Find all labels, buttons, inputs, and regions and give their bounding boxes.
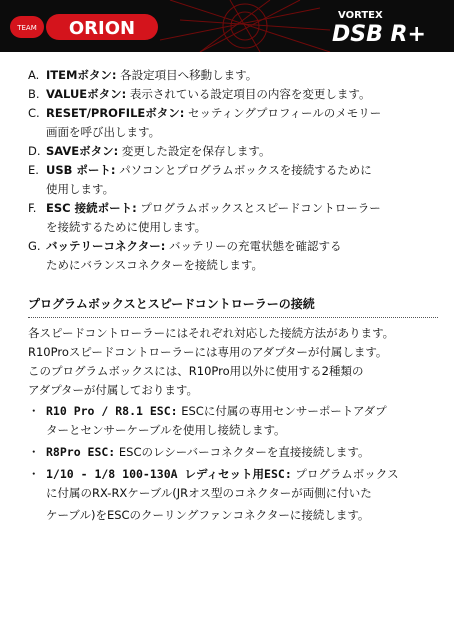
item-text: 表示されている設定項目の内容を変更します。 — [126, 87, 371, 101]
bullet-text: プログラムボックス — [291, 467, 399, 481]
bullet-item — [28, 506, 438, 525]
item-continuation: 画面を呼び出します。 — [46, 125, 161, 139]
section-title: プログラムボックスとスピードコントローラーの接続 — [28, 295, 438, 318]
brand-vortex: VORTEX — [338, 10, 383, 21]
item-letter: G. — [28, 239, 41, 253]
list-item — [28, 104, 438, 123]
bullet-label: R8Pro ESC: — [46, 445, 116, 459]
list-item — [28, 237, 438, 256]
item-label: ITEMボタン: — [46, 68, 117, 82]
list-item — [28, 66, 438, 85]
paragraph-line: アダプターが付属しております。 — [28, 383, 198, 397]
bullet-text: ESCに付属の専用センサーポートアダプ — [177, 404, 387, 418]
item-label: USB ポート: — [46, 163, 116, 177]
bullet-list — [28, 402, 438, 525]
bullet-item — [28, 402, 438, 440]
item-letter: C. — [28, 106, 40, 120]
section-body — [28, 324, 438, 400]
bullet-mark: ・ — [28, 467, 40, 481]
item-letter: A. — [28, 68, 40, 82]
item-letter: F. — [28, 201, 37, 215]
list-item — [28, 161, 438, 180]
item-label: ESC 接続ポート: — [46, 201, 137, 215]
item-text: プログラムボックスとスピードコントローラー — [136, 201, 381, 215]
bullet-continuation: ターとセンサーケーブルを使用し接続します。 — [46, 423, 286, 437]
bullet-label: R10 Pro / R8.1 ESC: — [46, 404, 178, 418]
vortex-dsb-logo — [328, 6, 446, 46]
content — [28, 66, 438, 528]
bullet-mark: ・ — [28, 445, 40, 459]
list-item — [28, 85, 438, 104]
team-orion-logo — [10, 10, 160, 44]
item-label: バッテリーコネクター: — [46, 239, 166, 253]
bullet-text: ESCのレシーバーコネクターを直接接続します。 — [115, 445, 370, 459]
item-letter: B. — [28, 87, 40, 101]
item-continuation: ためにバランスコネクターを接続します。 — [46, 258, 264, 272]
item-label: RESET/PROFILEボタン: — [46, 106, 185, 120]
header-banner — [0, 0, 454, 52]
item-text: 変更した設定を保存します。 — [118, 144, 271, 158]
list-item — [28, 199, 438, 218]
item-text: 各設定項目へ移動します。 — [116, 68, 258, 82]
bullet-mark: ・ — [28, 404, 40, 418]
item-letter: E. — [28, 163, 39, 177]
paragraph-line: R10Proスピードコントローラーには専用のアダプターが付属します。 — [28, 345, 388, 359]
item-text: セッティングプロフィールのメモリー — [184, 106, 382, 120]
bullet-item — [28, 443, 438, 462]
item-text: パソコンとプログラムボックスを接続するために — [115, 163, 372, 177]
item-label: VALUEボタン: — [46, 87, 127, 101]
bullet-continuation: ケーブル)をESCのクーリングファンコネクターに接続します。 — [46, 508, 370, 522]
item-letter: D. — [28, 144, 41, 158]
item-continuation: を接続するために使用します。 — [46, 220, 207, 234]
brand-orion: ORION — [68, 18, 136, 39]
paragraph-line: 各スピードコントローラーにはそれぞれ対応した接続方法があります。 — [28, 326, 395, 340]
list-item — [28, 142, 438, 161]
paragraph-line: このプログラムボックスには、R10Pro用以外に使用する2種類の — [28, 364, 364, 378]
item-list — [28, 66, 438, 275]
item-text: バッテリーの充電状態を確認する — [165, 239, 342, 253]
brand-dsb: DSB R+ — [332, 22, 426, 46]
item-continuation: 使用します。 — [46, 182, 115, 196]
brand-team: TEAM — [17, 24, 37, 32]
bullet-label: 1/10 - 1/8 100-130A レディセット用ESC: — [46, 467, 292, 481]
bullet-continuation: に付属のRX-RXケーブル(JRオス型のコネクターが両側に付いた — [46, 486, 372, 500]
bullet-item — [28, 465, 438, 503]
item-label: SAVEボタン: — [46, 144, 119, 158]
